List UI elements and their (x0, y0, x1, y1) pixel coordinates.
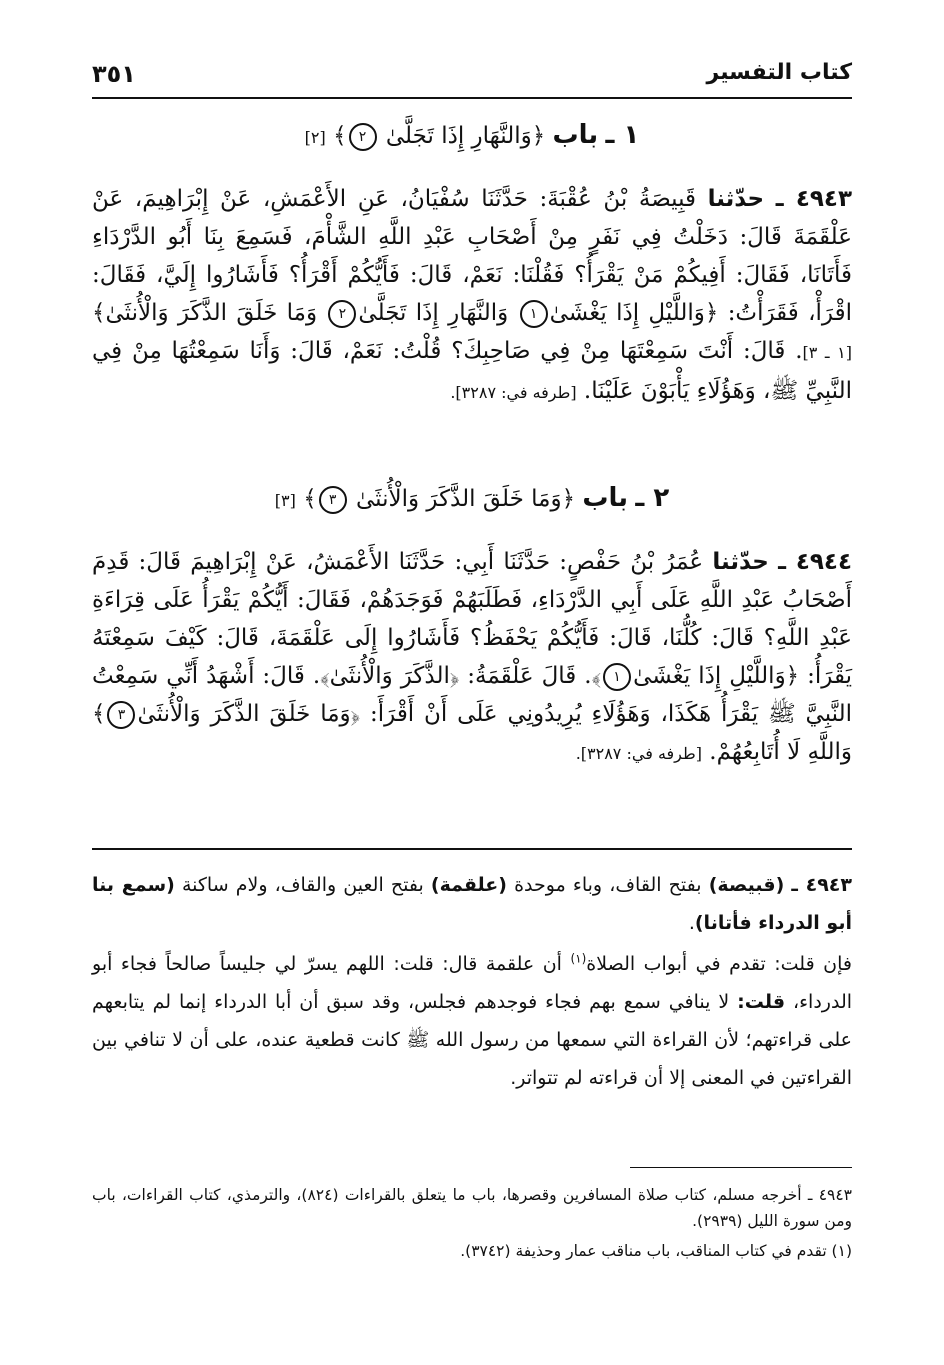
hadith-text: وَاللَّهِ لَا أُتَابِعُهُمْ. (709, 739, 852, 765)
commentary-text: بفتح القاف، وباء موحدة (514, 874, 702, 896)
commentary-term: (قبيصة) (708, 874, 785, 896)
ayah-reference: [٢] (304, 128, 326, 147)
hadith-text: قَبِيصَةُ بْنُ عُقْبَةَ: حَدَّثَنَا سُفْيَانُ، عَنِ الأَعْمَشِ، عَنْ إِبْرَاهِيمَ، عَنْ عَلْقَمَةَ قَالَ: دَخَلْتُ فِي نَفَرٍ مِنْ أَصْحَابِ عَبْدِ اللَّهِ الشَّأْمَ، فَسَمِعَ بِنَا أَبُو الدَّرْدَاءِ فَأَتَانَا، فَقَالَ: أَفِيكُمْ مَنْ يَقْرَأُ؟ فَقُلْنَا: نَعَمْ، قَالَ: فَأَيُّكُمْ أَقْرَأُ؟ فَأَشَارُوا إِلَيَّ، فَقَالَ: اقْرَأْ، فَقَرَأْتُ: (92, 186, 852, 326)
commentary-separator (92, 848, 852, 850)
commentary-number: ٤٩٤٣ ـ (791, 874, 852, 896)
hadith-4944 (92, 543, 852, 773)
ayah-text: وَمَا خَلَقَ الذَّكَرَ وَالْأُنثَىٰ (355, 486, 562, 512)
commentary-text: لا ينافي سمع بهم فجاء فوجدهم فجلس، وقد سبق أن أبا الدرداء إنما لم يتابعهم على قراءتهم؛ لأن القراءة التي سمعها من رسول الله ﷺ كانت قطعية عنده، على أن لا تنافي بين القراءتين في المعنى إلا أن قراءته لم تتواتر. (92, 991, 852, 1089)
commentary-text: فإن قلت: تقدم في أبواب الصلاة (586, 953, 852, 975)
verse-text: وَاللَّيْلِ إِذَا يَغْشَىٰ (549, 300, 705, 326)
commentary-text: أن علقمة قال: قلت: اللهم يسرّ لي جليساً صالحاً فجاء أبو الدرداء، (92, 953, 853, 1013)
footnote-item: ٤٩٤٣ ـ أخرجه مسلم، كتاب صلاة المسافرين وقصرها، باب ما يتعلق بالقراءات (٨٢٤)، والترمذي، كتاب القراءات، باب ومن سورة الليل (٢٩٣٩). (92, 1186, 852, 1230)
verse-text: الذَّكَرَ وَالْأُنثَىٰ (329, 663, 450, 689)
hadith-number: ٤٩٤٤ ـ (778, 549, 852, 575)
ayah-bracket-close: ﴾ (333, 123, 347, 149)
chapter-number: ١ ـ (605, 120, 640, 150)
quran-quote (326, 300, 508, 326)
quran-quote: ﴿وَمَا خَلَقَ الذَّكَرَ وَالْأُنثَىٰ٣﴾ (92, 701, 361, 727)
ayah-text: وَالنَّهَارِ إِذَا تَجَلَّىٰ (385, 123, 532, 149)
verse-text: وَالنَّهَارِ إِذَا تَجَلَّىٰ (358, 300, 509, 326)
hadith-text: عُمَرُ بْنُ حَفْصٍ: حَدَّثَنَا أَبِي: حَدَّثَنَا الأَعْمَشُ، عَنْ إِبْرَاهِيمَ قَالَ: قَدِمَ أَصْحَابُ عَبْدِ اللَّهِ عَلَى أَبِي الدَّرْدَاءِ، فَطَلَبَهُمْ فَوَجَدَهُمْ، فَقَالَ: أَيُّكُمْ يَقْرَأُ عَلَى قِرَاءَةِ عَبْدِ اللَّهِ؟ قَالَ: كُلُّنَا، قَالَ: فَأَيُّكُمْ يَحْفَظُ؟ فَأَشَارُوا إِلَى عَلْقَمَةَ، قَالَ: كَيْفَ سَمِعْتَهُ يَقْرَأُ: (92, 549, 852, 689)
narration-word: حدّثنا (712, 549, 769, 575)
header-rule (92, 97, 852, 99)
commentary-keyword: قلت: (737, 991, 786, 1013)
quran-quote: ﴿وَاللَّيْلِ إِذَا يَغْشَىٰ١﴾ (591, 663, 800, 689)
verse-text: وَمَا خَلَقَ الذَّكَرَ وَالْأُنثَىٰ (137, 701, 351, 727)
hadith-number: ٤٩٤٣ ـ (775, 186, 853, 212)
ayah-number-mark: ٢ (328, 300, 356, 328)
ayah-number-mark: ٣ (107, 701, 135, 729)
ayah-bracket-open: ﴿ (531, 123, 546, 149)
verse-reference: [١ ـ ٣] (802, 343, 852, 362)
commentary-term: (سمع بنا أبو الدرداء فأتانا) (92, 874, 852, 934)
commentary-text: . (688, 912, 695, 934)
hadith-text: . قَالَ عَلْقَمَةُ: (467, 663, 592, 689)
commentary-text: بفتح العين والقاف، ولام ساكنة (181, 874, 424, 896)
commentary-para-1 (92, 866, 852, 942)
quran-quote: ﴿الذَّكَرَ وَالْأُنثَىٰ﴾ (320, 663, 460, 689)
narration-word: حدّثنا (707, 186, 765, 212)
ayah-number-mark: ٣ (319, 486, 347, 514)
hadith-4943 (92, 180, 852, 412)
ayah-number-mark: ٢ (349, 123, 377, 151)
footnote-item: (١) تقدم في كتاب المناقب، باب مناقب عمار وحذيفة (٣٧٤٢). (460, 1242, 852, 1260)
footnote-rule (630, 1167, 852, 1168)
quran-quote: وَمَا خَلَقَ الذَّكَرَ وَالْأُنثَىٰ﴾ (92, 300, 318, 326)
chapter-heading-1 (92, 120, 852, 151)
running-header (92, 58, 852, 98)
ayah-number-mark: ١ (603, 663, 631, 691)
footnote-ref: (١) (570, 951, 587, 966)
verse-text: وَاللَّيْلِ إِذَا يَغْشَىٰ (633, 663, 786, 689)
footnotes (92, 1182, 852, 1268)
verse-text: وَمَا خَلَقَ الذَّكَرَ وَالْأُنثَىٰ (105, 300, 318, 326)
hadith-text: . قَالَ: أَنْتَ سَمِعْتَهَا مِنْ فِي صَاحِبِكَ؟ قُلْتُ: نَعَمْ، قَالَ: وَأَنَا سَمِعْتُهَا مِنْ فِي النَّبِيِّ ﷺ، وَهَؤُلَاءِ يَأْبَوْنَ عَلَيْنَا. (92, 338, 852, 404)
chapter-number: ٢ ـ (635, 483, 670, 513)
ayah-bracket-open: ﴿ (561, 486, 576, 512)
ayah-reference: [٣] (274, 491, 296, 510)
chapter-label: باب (582, 483, 629, 513)
cross-reference: [طرفه في: ٣٢٨٧]. (450, 383, 577, 402)
commentary-para-2 (92, 945, 852, 1097)
chapter-label: باب (552, 120, 599, 150)
chapter-heading-2 (92, 483, 852, 514)
hadith-text: . قَالَ: أَشْهَدُ أَنِّي سَمِعْتُ النَّبِيَّ ﷺ يَقْرَأُ هَكَذَا، وَهَؤُلَاءِ يُرِيدُونِي عَلَى أَنْ أَقْرَأَ: (92, 663, 853, 727)
ayah-bracket-close: ﴾ (303, 486, 317, 512)
page-number: ٣٥١ (92, 60, 136, 88)
commentary-term: (علقمة) (430, 874, 507, 896)
cross-reference: [طرفه في: ٣٢٨٧]. (575, 744, 702, 763)
ayah-number-mark: ١ (520, 300, 548, 328)
book-title: كتاب التفسير (706, 60, 852, 85)
quran-quote: ﴿وَاللَّيْلِ إِذَا يَغْشَىٰ١ (518, 300, 719, 326)
